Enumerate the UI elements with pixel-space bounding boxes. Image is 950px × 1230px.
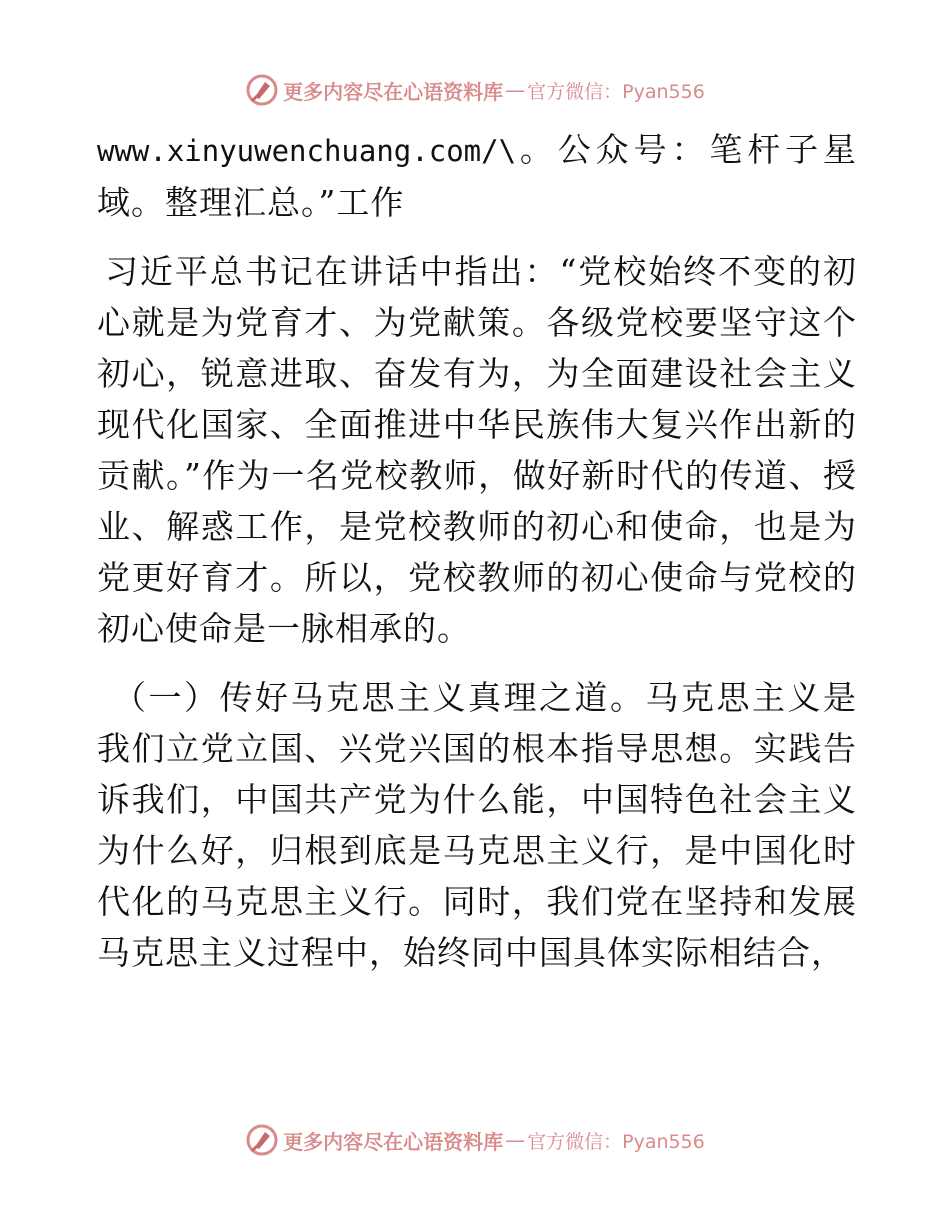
watermark-dash: — — [505, 78, 526, 102]
paragraph-1-text: 。公众号：笔杆子星域。整理汇总。”工作 — [97, 130, 857, 222]
watermark-text: 更多内容尽在心语资料库 — [283, 1129, 504, 1154]
watermark-wechat: 官方微信：Pyan556 — [527, 80, 705, 103]
watermark-dash: — — [505, 1128, 526, 1152]
watermark-text: 更多内容尽在心语资料库 — [283, 79, 504, 104]
footer-watermark-banner — [0, 1120, 950, 1160]
watermark-wechat: 官方微信：Pyan556 — [527, 1130, 705, 1153]
paragraph-3: （一）传好马克思主义真理之道。马克思主义是我们立党立国、兴党兴国的根本指导思想。实践告诉我们，中国共产党为什么能，中国特色社会主义为什么好，归根到底是马克思主义行，是中国化时代化的马克思主义行。同时，我们党在坚持和发展马克思主义过程中，始终同中国具体实际相结合， — [97, 678, 857, 972]
paragraph-2: 习近平总书记在讲话中指出：“党校始终不变的初心就是为党育才、为党献策。各级党校要坚守这个初心，锐意进取、奋发有为，为全面建设社会主义现代化国家、全面推进中华民族伟大复兴作出新的贡献。”作为一名党校教师，做好新时代的传道、授业、解惑工作，是党校教师的初心和使命，也是为党更好育才。所以，党校教师的初心使命与党校的初心使命是一脉相承的。 — [97, 252, 857, 648]
pen-nib-logo-icon — [245, 1123, 279, 1157]
paragraph-1 — [97, 124, 857, 228]
website-url: www.xinyuwenchuang.com/\ — [97, 134, 517, 168]
document-body — [97, 124, 857, 978]
pen-nib-logo-icon — [245, 73, 279, 107]
header-watermark-banner — [0, 70, 950, 110]
